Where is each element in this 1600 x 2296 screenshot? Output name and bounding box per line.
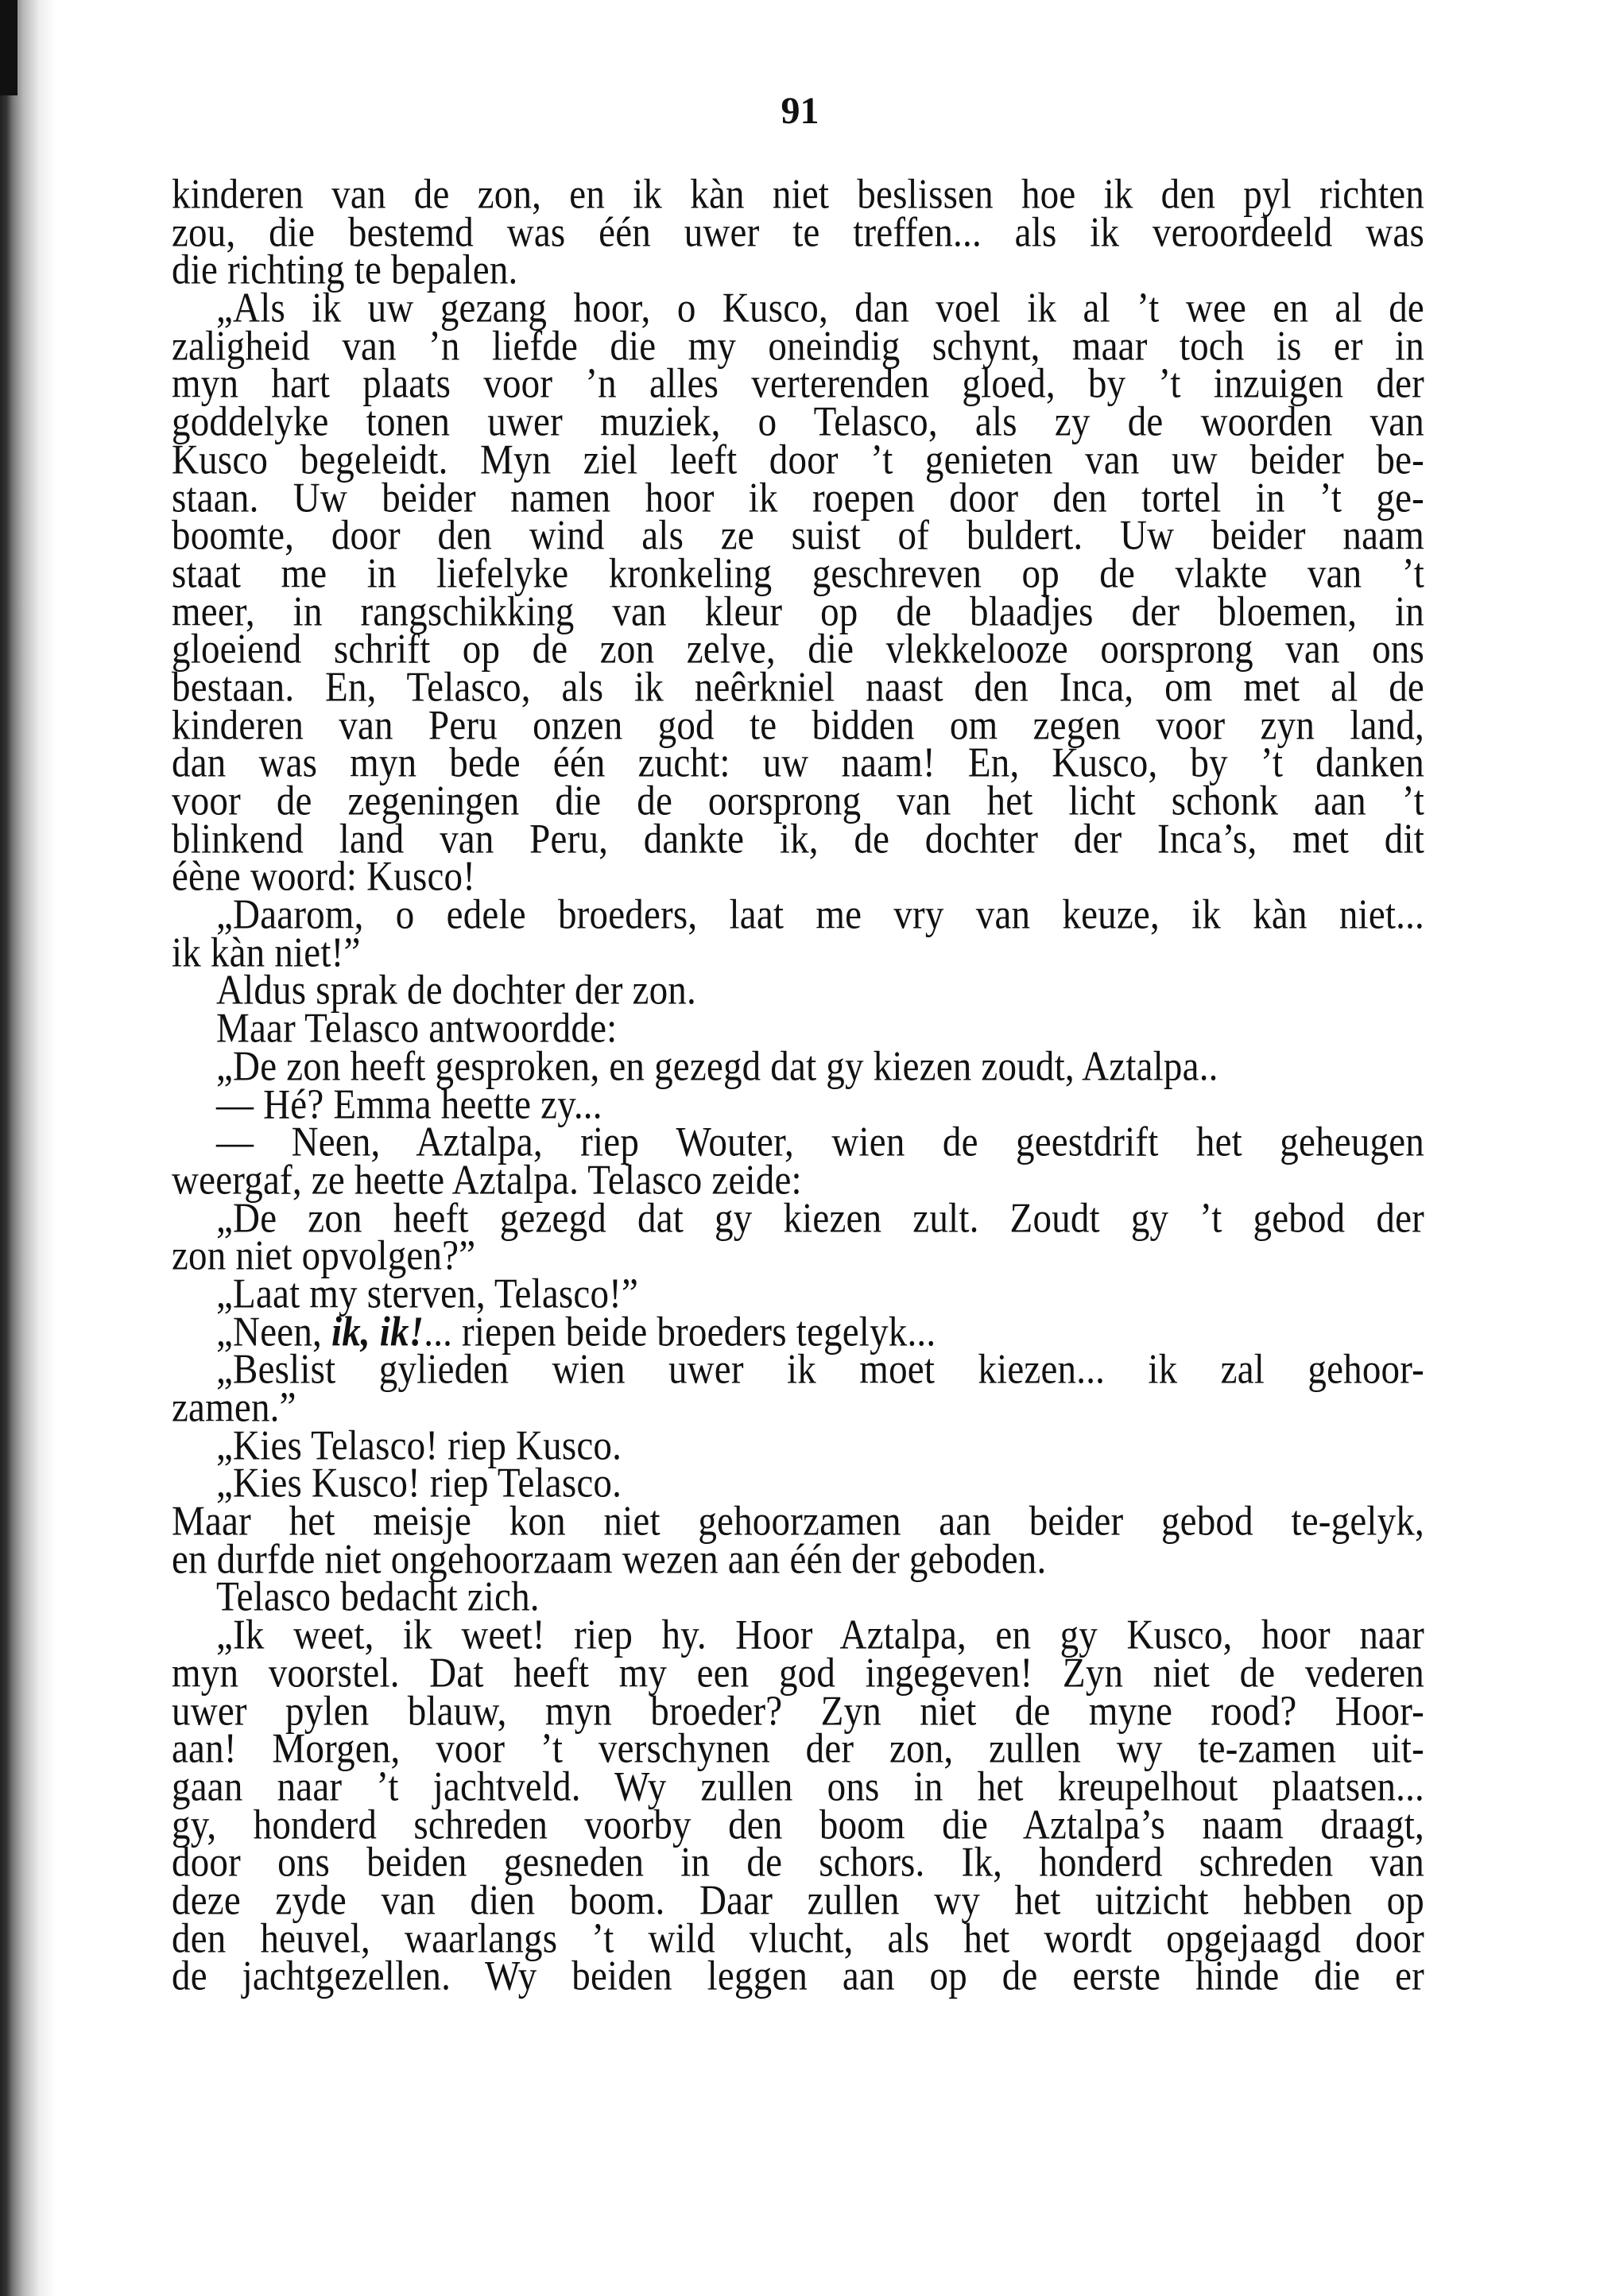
text-line: zamen.” xyxy=(172,1384,296,1432)
text-line: gloeiend schrift op de zon zelve, die vlekkelooze oorsprong van ons xyxy=(172,626,1424,673)
scan-edge-shadow xyxy=(0,0,56,2296)
text-line: — Hé? Emma heette zy... xyxy=(216,1081,602,1128)
text-line: „De zon heeft gesproken, en gezegd dat gy kiezen zoudt, Aztalpa.. xyxy=(216,1043,1218,1090)
text-line: Telasco bedacht zich. xyxy=(216,1574,540,1621)
text-line: kinderen van Peru onzen god te bidden om zegen voor zyn land, xyxy=(172,702,1424,749)
text-line: goddelyke tonen uwer muziek, o Telasco, als zy de woorden van xyxy=(172,398,1424,446)
text-line: myn hart plaats voor ’n alles verterenden gloed, by ’t inzuigen der xyxy=(172,361,1424,408)
text-segment: ... riepen beide broeders tegelyk... xyxy=(424,1309,936,1355)
text-line: blinkend land van Peru, dankte ik, de dochter der Inca’s, met dit xyxy=(172,816,1424,863)
text-line: en durfde niet ongehoorzaam wezen aan één der geboden. xyxy=(172,1536,1047,1583)
text-line: zon niet opvolgen?” xyxy=(172,1233,476,1280)
text-line: die richting te bepalen. xyxy=(172,247,518,294)
scan-edge-corner xyxy=(0,0,17,95)
text-line: bestaan. En, Telasco, als ik neêrkniel naast den Inca, om met al de xyxy=(172,664,1424,711)
text-line: „Kies Telasco! riep Kusco. xyxy=(216,1422,622,1469)
text-line: voor de zegeningen die de oorsprong van het licht schonk aan ’t xyxy=(172,778,1424,825)
text-line: „Kies Kusco! riep Telasco. xyxy=(216,1460,622,1507)
text-line: Maar Telasco antwoordde: xyxy=(216,1005,618,1053)
text-line: meer, in rangschikking van kleur op de blaadjes der bloemen, in xyxy=(172,588,1424,635)
page-number: 91 xyxy=(781,90,819,132)
text-line: kinderen van de zon, en ik kàn niet beslissen hoe ik den pyl richten xyxy=(172,171,1424,219)
text-line: den heuvel, waarlangs ’t wild vlucht, als het wordt opgejaagd door xyxy=(172,1915,1424,1962)
text-line: „Ik weet, ik weet! riep hy. Hoor Aztalpa, en gy Kusco, hoor naar xyxy=(216,1611,1424,1659)
text-line: aan! Morgen, voor ’t verschynen der zon, zullen wy te-zamen uit- xyxy=(172,1725,1424,1773)
text-line: dan was myn bede één zucht: uw naam! En, Kusco, by ’t danken xyxy=(172,740,1424,787)
text-line: „De zon heeft gezegd dat gy kiezen zult. Zoudt gy ’t gebod der xyxy=(216,1195,1424,1242)
text-line: éène woord: Kusco! xyxy=(172,854,476,901)
text-line: zou, die bestemd was één uwer te treffen... als ik veroordeeld was xyxy=(172,209,1424,256)
italic-segment: ik, ik! xyxy=(331,1309,424,1355)
body-text xyxy=(172,171,1424,2000)
text-line: „Laat my sterven, Telasco!” xyxy=(216,1270,639,1317)
text-line: — Neen, Aztalpa, riep Wouter, wien de geestdrift het geheugen xyxy=(216,1119,1424,1166)
text-line: deze zyde van dien boom. Daar zullen wy het uitzicht hebben op xyxy=(172,1877,1424,1924)
text-line: gaan naar ’t jachtveld. Wy zullen ons in het kreupelhout plaatsen... xyxy=(172,1763,1424,1810)
text-line: Aldus sprak de dochter der zon. xyxy=(216,968,696,1014)
text-line: staan. Uw beider namen hoor ik roepen door den tortel in ’t ge- xyxy=(172,475,1424,522)
text-line: boomte, door den wind als ze suist of buldert. Uw beider naam xyxy=(172,512,1424,560)
text-segment: „Neen, xyxy=(216,1309,331,1355)
text-line: door ons beiden gesneden in de schors. Ik, honderd schreden van xyxy=(172,1840,1424,1887)
text-line: uwer pylen blauw, myn broeder? Zyn niet de myne rood? Hoor- xyxy=(172,1688,1424,1735)
text-line: ik kàn niet!” xyxy=(172,929,361,976)
text-line: staat me in liefelyke kronkeling geschreven op de vlakte van ’t xyxy=(172,550,1424,597)
text-line: „Daarom, o edele broeders, laat me vry van keuze, ik kàn niet... xyxy=(216,891,1424,939)
text-line: zaligheid van ’n liefde die my oneindig schynt, maar toch is er in xyxy=(172,323,1424,370)
text-line: myn voorstel. Dat heeft my een god ingegeven! Zyn niet de vederen xyxy=(172,1650,1424,1697)
text-line: Maar het meisje kon niet gehoorzamen aan beider gebod te-gelyk, xyxy=(172,1498,1424,1546)
text-line: gy, honderd schreden voorby den boom die Aztalpa’s naam draagt, xyxy=(172,1802,1424,1848)
text-line: „Beslist gylieden wien uwer ik moet kiezen... ik zal gehoor- xyxy=(216,1347,1424,1394)
text-line: „Als ik uw gezang hoor, o Kusco, dan voel ik al ’t wee en al de xyxy=(216,285,1424,332)
text-line: de jachtgezellen. Wy beiden leggen aan op de eerste hinde die er xyxy=(172,1953,1424,2000)
text-line: Kusco begeleidt. Myn ziel leeft door ’t genieten van uw beider be- xyxy=(172,436,1424,483)
text-line: weergaf, ze heette Aztalpa. Telasco zeide: xyxy=(172,1157,802,1204)
